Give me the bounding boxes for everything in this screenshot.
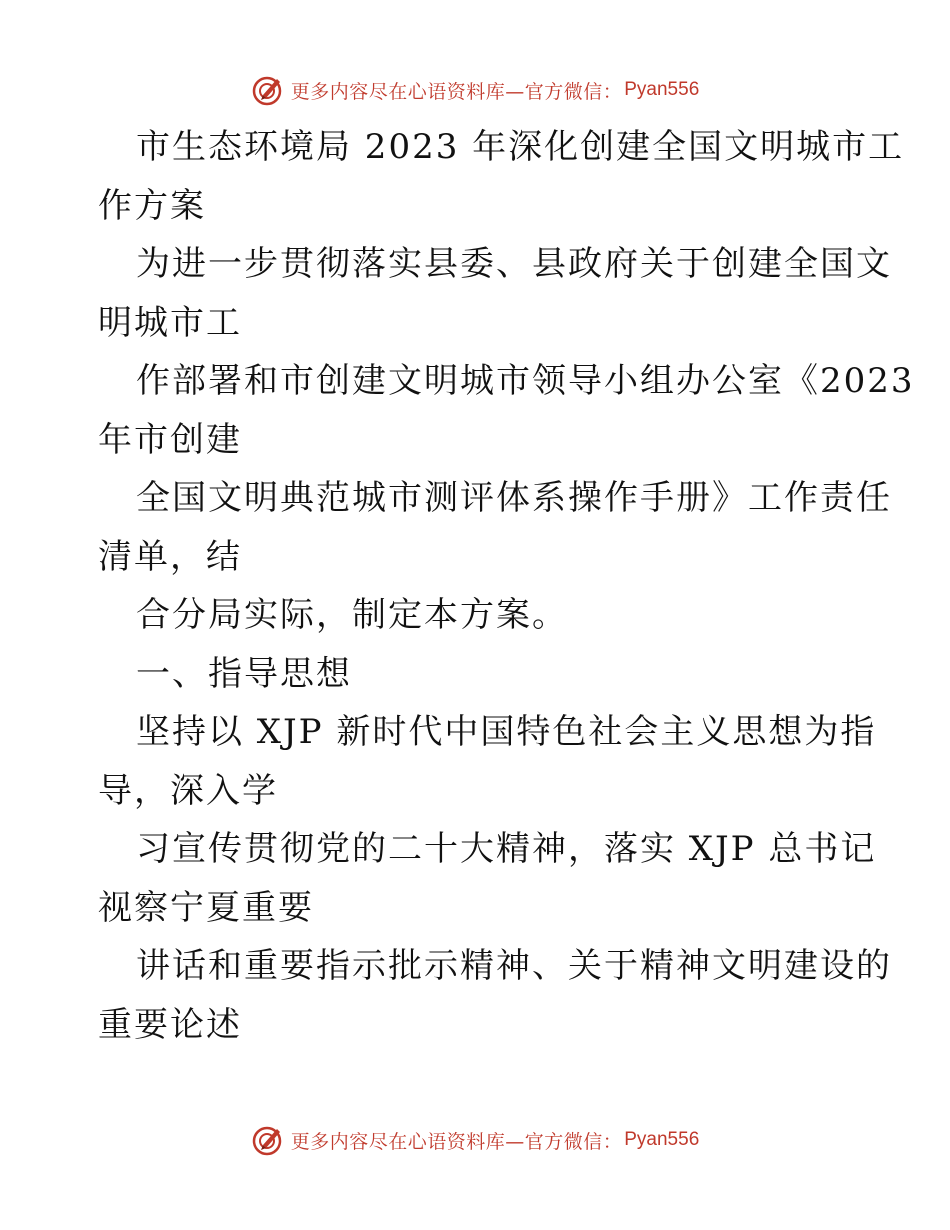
document-line: 坚持以 XJP 新时代中国特色社会主义思想为指 xyxy=(136,712,877,752)
section-heading: 一、指导思想 xyxy=(136,653,352,694)
document-line: 市生态环境局 2023 年深化创建全国文明城市工 xyxy=(136,127,905,167)
pen-logo-icon xyxy=(251,1123,285,1157)
document-line: 重要论述 xyxy=(98,1004,242,1045)
document-line: 作部署和市创建文明城市领导小组办公室《2023 xyxy=(136,361,915,401)
document-line: 作方案 xyxy=(98,185,206,226)
document-line: 为进一步贯彻落实县委、县政府关于创建全国文 xyxy=(136,244,892,284)
document-line: 清单，结 xyxy=(98,536,242,577)
document-body xyxy=(98,118,915,1054)
document-line: 导，深入学 xyxy=(98,770,278,811)
document-line: 讲话和重要指示批示精神、关于精神文明建设的 xyxy=(136,946,892,986)
watermark-header xyxy=(0,70,950,110)
watermark-wechat-id: Pyan556 xyxy=(624,79,700,100)
watermark-footer xyxy=(0,1120,950,1160)
document-line: 全国文明典范城市测评体系操作手册》工作责任 xyxy=(136,478,892,518)
document-line: 年市创建 xyxy=(98,419,242,460)
watermark-text: 更多内容尽在心语资料库—官方微信： xyxy=(290,80,623,103)
document-line: 明城市工 xyxy=(98,302,242,343)
watermark-text: 更多内容尽在心语资料库—官方微信： xyxy=(290,1130,623,1153)
document-line: 合分局实际，制定本方案。 xyxy=(136,595,568,635)
pen-logo-icon xyxy=(251,73,285,107)
document-line: 视察宁夏重要 xyxy=(98,887,314,928)
watermark-wechat-id: Pyan556 xyxy=(624,1129,700,1150)
document-line: 习宣传贯彻党的二十大精神，落实 XJP 总书记 xyxy=(136,829,877,869)
